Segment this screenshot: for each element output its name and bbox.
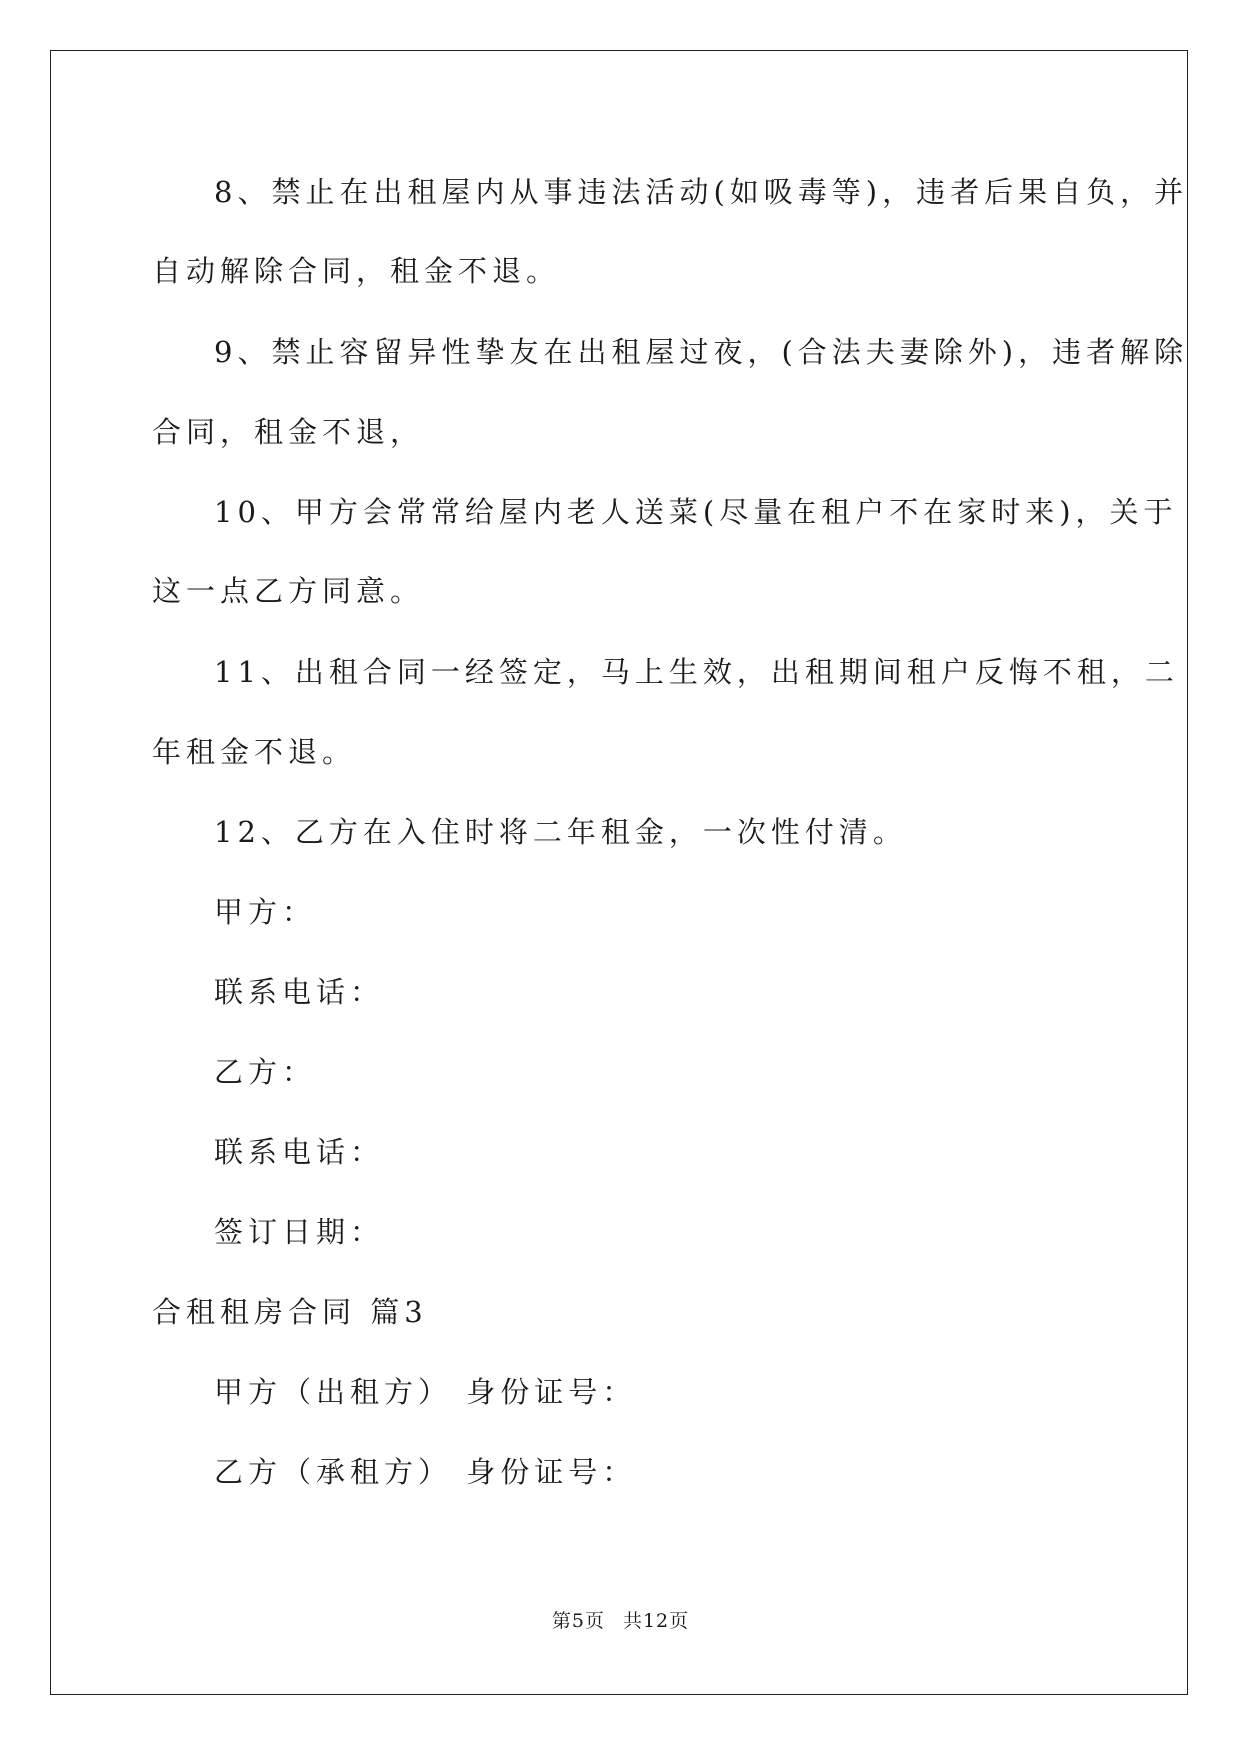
paragraph-line: 自动解除合同，租金不退。 — [152, 254, 561, 288]
signature-party-b: 乙方： — [214, 1055, 317, 1089]
paragraph-line: 12、乙方在入住时将二年租金，一次性付清。 — [214, 815, 907, 849]
page-number-current: 第5页 — [551, 1610, 605, 1632]
paragraph-line: 年租金不退。 — [152, 735, 357, 769]
page-footer — [0, 1612, 1241, 1631]
signature-date: 签订日期： — [214, 1215, 385, 1249]
signature-phone-b: 联系电话： — [214, 1135, 385, 1169]
signature-phone-a: 联系电话： — [214, 975, 385, 1009]
page-border — [50, 50, 1188, 1695]
party-b-id-line: 乙方（承租方） 身份证号： — [214, 1455, 637, 1489]
paragraph-line: 11、出租合同一经签定，马上生效，出租期间租户反悔不租，二 — [214, 655, 1179, 689]
paragraph-line: 这一点乙方同意。 — [152, 574, 425, 608]
page-number-total: 共12页 — [622, 1610, 690, 1632]
section-heading: 合租租房合同 篇3 — [152, 1295, 428, 1329]
signature-party-a: 甲方： — [214, 895, 317, 929]
paragraph-line: 8、禁止在出租屋内从事违法活动(如吸毒等)，违者后果自负，并 — [214, 175, 1189, 209]
paragraph-line: 合同，租金不退， — [152, 415, 425, 449]
party-a-id-line: 甲方（出租方） 身份证号： — [214, 1375, 637, 1409]
paragraph-line: 10、甲方会常常给屋内老人送菜(尽量在租户不在家时来)，关于 — [214, 495, 1178, 529]
paragraph-line: 9、禁止容留异性挚友在出租屋过夜，(合法夫妻除外)，违者解除 — [214, 335, 1189, 369]
